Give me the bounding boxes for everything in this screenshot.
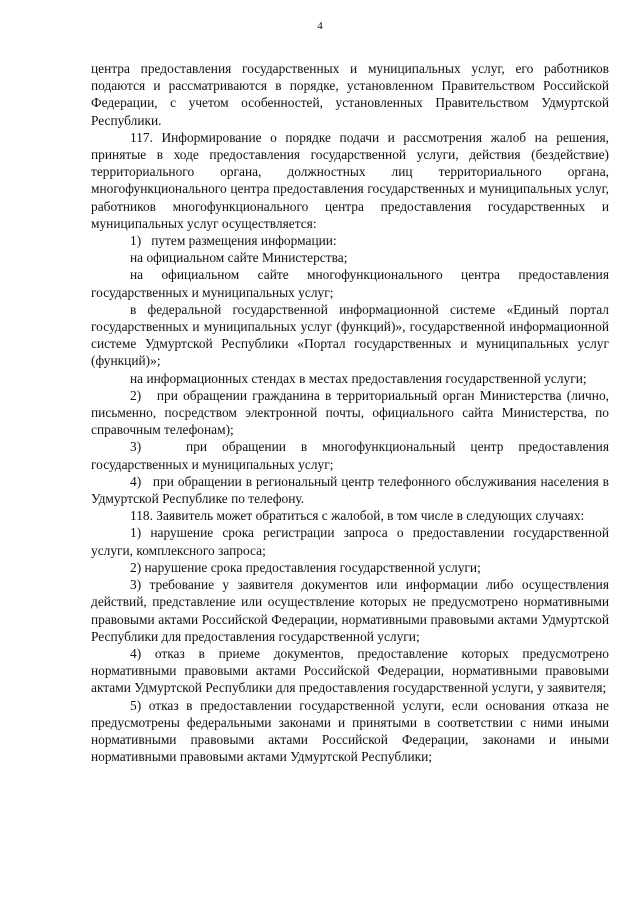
list-item: 1) нарушение срока регистрации запроса о предоставлении государственной услуги, комплексного запроса;: [91, 525, 609, 558]
list-item: в федеральной государственной информационной системе «Единый портал государственных и муниципальных услуг (функций)», государственной информационной системе Удмуртской Республики «Портал государственных и муниципальных услуг (функций)»;: [91, 301, 609, 369]
list-item: на официальном сайте Министерства;: [130, 250, 348, 266]
list-item: на информационных стендах в местах предоставления государственной услуги;: [130, 370, 587, 386]
paragraph: 117. Информирование о порядке подачи и рассмотрения жалоб на решения, принятые в ходе предоставления государственной услуги, действия (бездействие) территориального органа, должностных лиц территориального органа, многофункционального центра предоставления государственных и муниципальных услуг, работников многофункционального центра предоставления государственных и муниципальных услуг осуществляется:: [91, 129, 609, 231]
list-item: 3) требование у заявителя документов или информации либо осуществления действий, представление или осуществление которых не предусмотрено нормативными правовыми актами Российской Федерации, нормативными правовыми актами Удмуртской Республики для предоставления государственной услуги;: [91, 577, 609, 644]
list-item: на официальном сайте многофункционального центра предоставления государственных и муниципальных услуг;: [91, 267, 609, 300]
list-item: 4) при обращении в региональный центр телефонного обслуживания населения в Удмуртской Республике по телефону.: [91, 473, 609, 507]
list-item: 2) нарушение срока предоставления государственной услуги;: [130, 559, 481, 575]
document-body: [91, 60, 609, 765]
paragraph: центра предоставления государственных и муниципальных услуг, его работников подаются и рассматриваются в порядке, установленном Правительством Российской Федерации, с учетом особенностей, установленных Правительством Удмуртской Республики.: [91, 61, 609, 128]
paragraph: 118. Заявитель может обратиться с жалобой, в том числе в следующих случаях:: [130, 508, 585, 524]
list-item: 2) при обращении гражданина в территориальный орган Министерства (лично, письменно, посредством электронной почты, официального сайта Министерства, по справочным телефонам);: [91, 387, 609, 438]
page-number: 4: [317, 20, 323, 32]
list-item: 4) отказ в приеме документов, предоставление которых предусмотрено нормативными правовыми актами Российской Федерации, нормативными правовыми актами Удмуртской Республики для предоставления государственной услуги, у заявителя;: [91, 645, 609, 696]
list-item: 5) отказ в предоставлении государственной услуги, если основания отказа не предусмотрены федеральными законами и принятыми в соответствии с ними иными нормативными правовыми актами Российской Федерации, законами и иными нормативными правовыми актами Удмуртской Республики;: [91, 697, 609, 765]
list-item: 3) при обращении в многофункциональный центр предоставления государственных и муниципальных услуг;: [91, 439, 609, 472]
list-item: 1) путем размещения информации:: [130, 233, 337, 249]
